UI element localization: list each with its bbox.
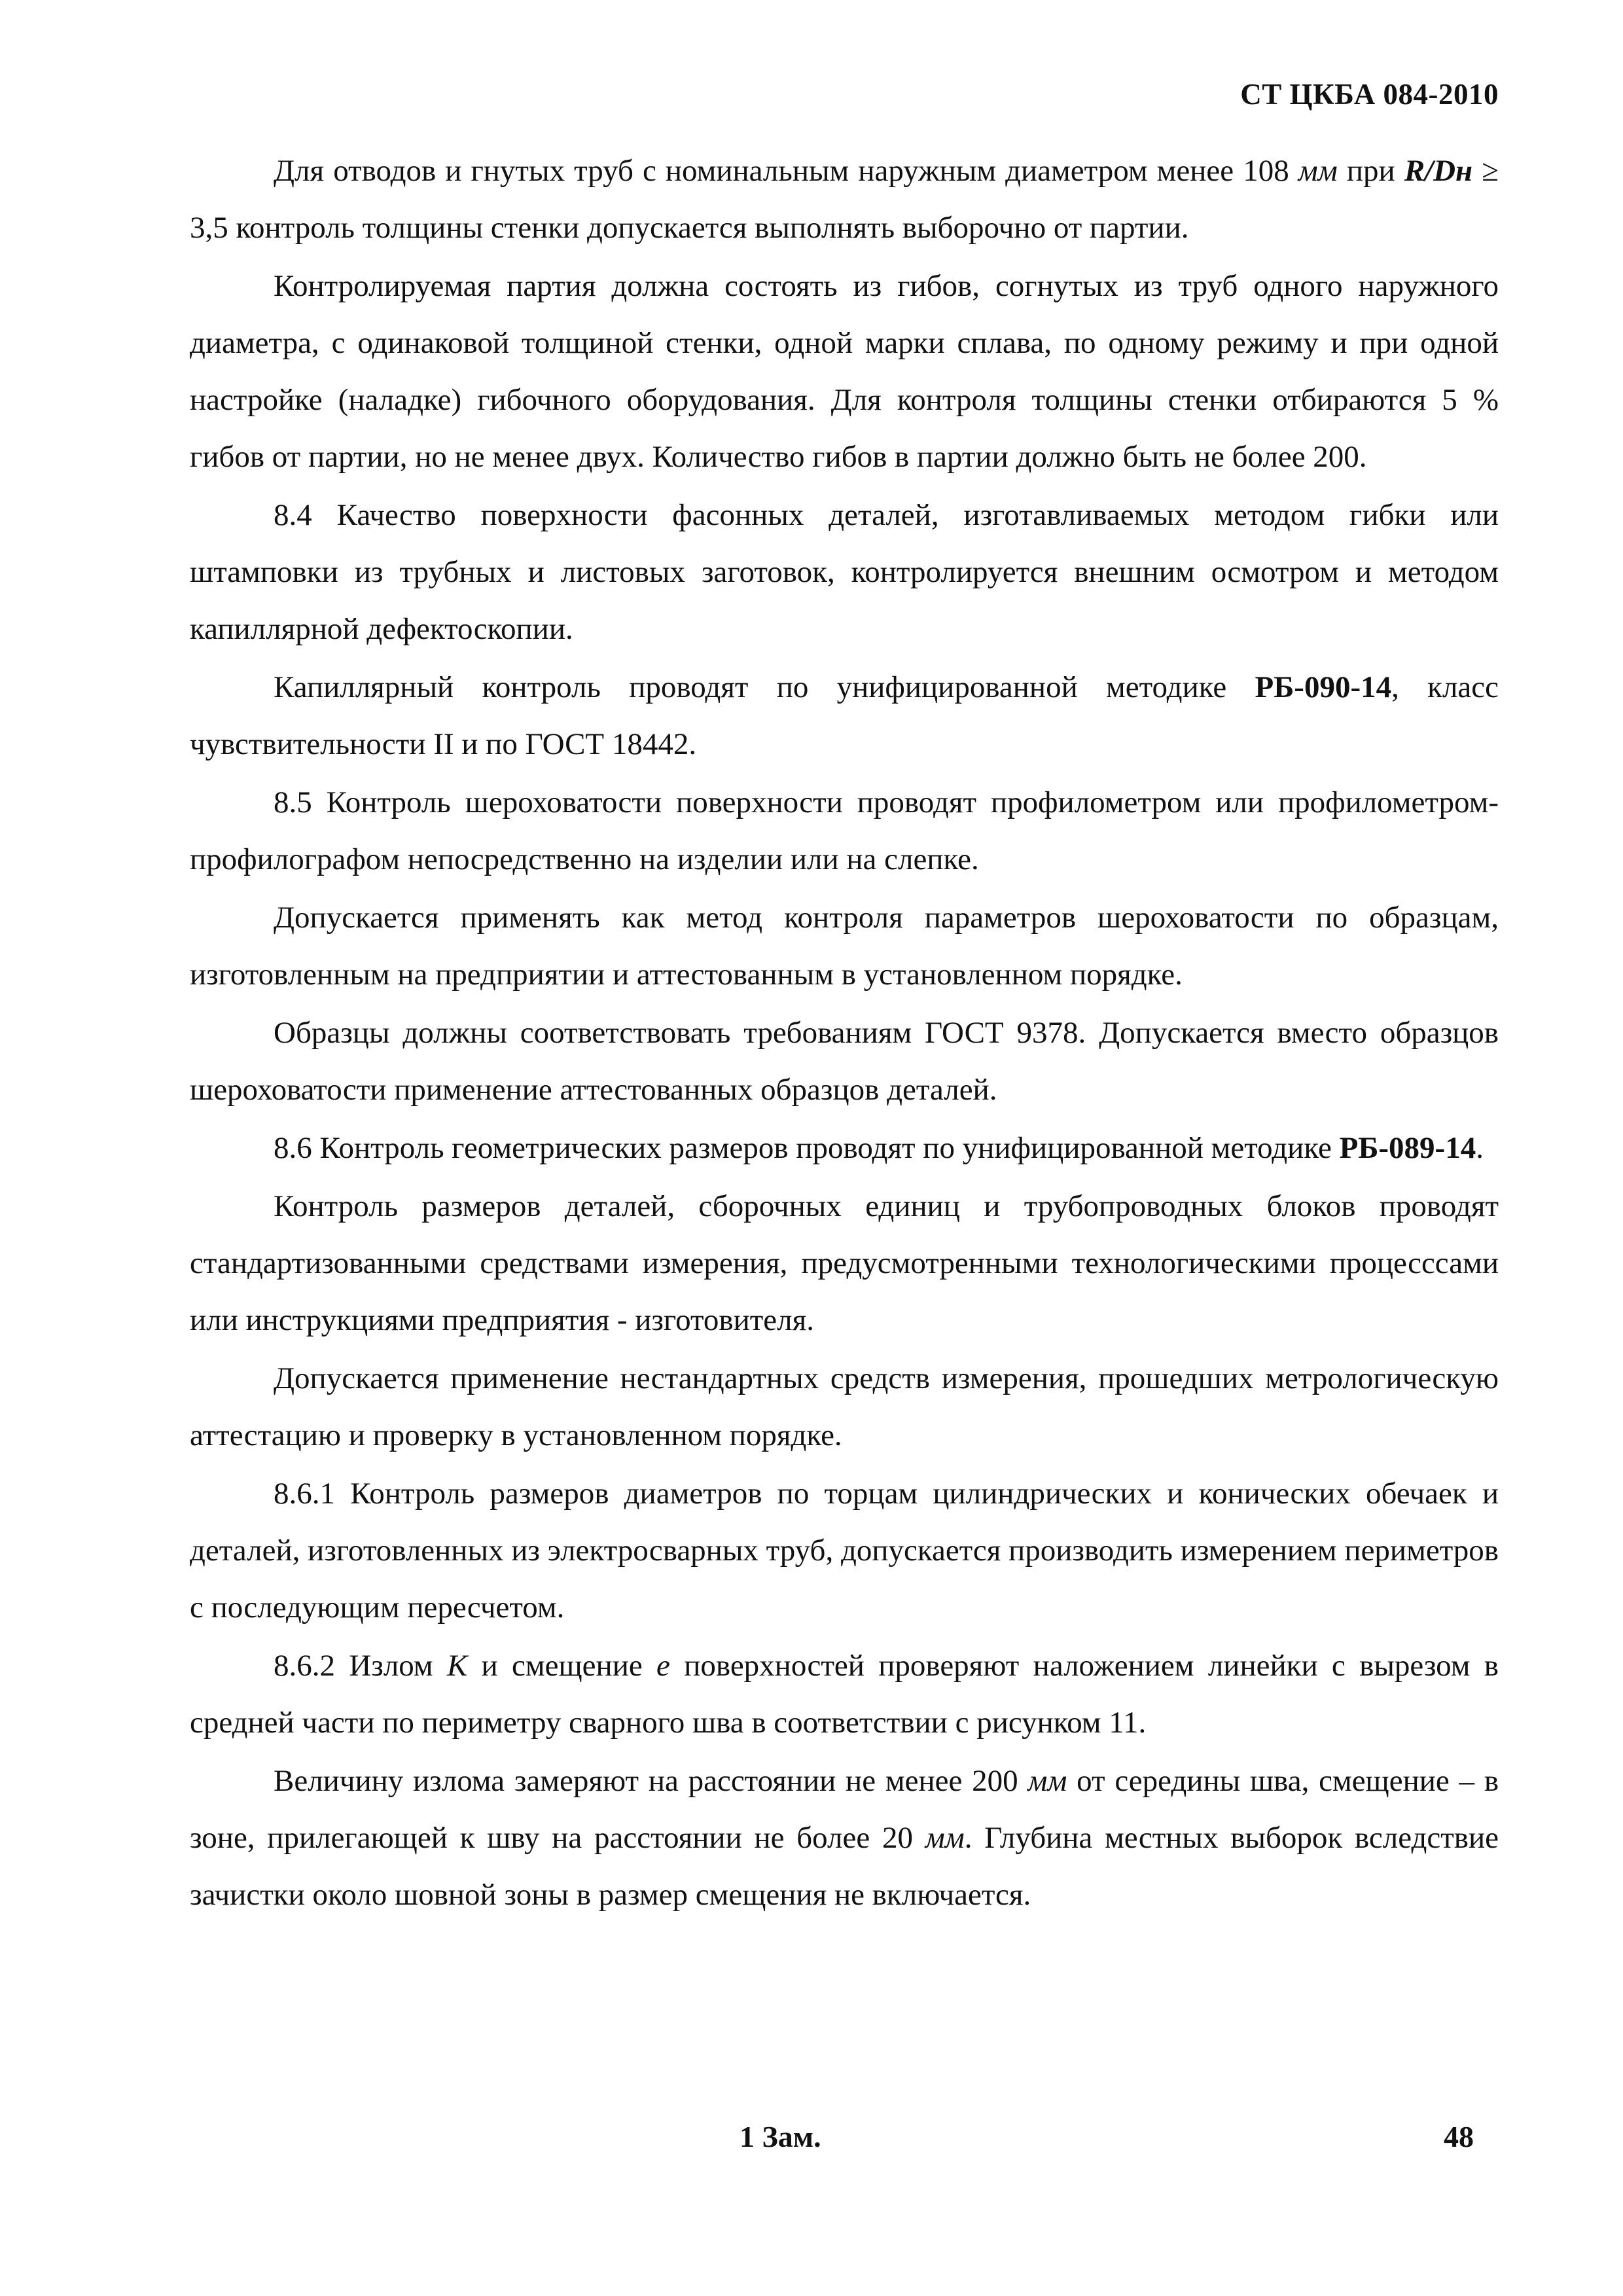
text-fragment: 8.6 Контроль геометрических размеров проводят по унифицированной методике xyxy=(274,1131,1340,1165)
paragraph-8-5-roughness: 8.5 Контроль шероховатости поверхности проводят профилометром или профилометром-профилографом непосредственно на изделии или на слепке. xyxy=(190,785,1499,876)
unit-mm: мм xyxy=(1298,154,1338,188)
method-reference: РБ-089-14 xyxy=(1339,1131,1476,1165)
text-fragment: 8.6.2 Излом xyxy=(274,1649,447,1683)
paragraph-dimension-control: Контроль размеров деталей, сборочных единиц и трубопроводных блоков проводят стандартизованными средствами измерения, предусмотренными технологическими процесссами или инструкциями предприятия - изготовителя. xyxy=(190,1189,1499,1337)
text-fragment: , класс чувствительности II и по ГОСТ 18442. xyxy=(190,670,1499,761)
paragraph-kink-measurement xyxy=(190,1753,1499,1924)
unit-mm: мм xyxy=(925,1821,965,1855)
text-fragment: Капиллярный контроль проводят по унифицированной методике xyxy=(274,670,1255,704)
text-fragment: . xyxy=(1476,1131,1484,1165)
symbol-e: е xyxy=(656,1649,670,1683)
text-fragment: и смещение xyxy=(467,1649,657,1683)
paragraph-capillary-control xyxy=(190,659,1499,773)
text-fragment: от середины шва, смещение – в зоне, прилегающей к шву на расстоянии не более 20 xyxy=(190,1764,1499,1855)
text-fragment: поверхностей проверяют наложением линейки с вырезом в средней части по периметру сварного шва в соответствии с рисунком 11. xyxy=(190,1649,1499,1740)
paragraph-8-6-2-kink-offset xyxy=(190,1638,1499,1751)
paragraph-8-4-surface-quality: 8.4 Качество поверхности фасонных деталей, изготавливаемых методом гибки или штамповки из трубных и листовых заготовок, контролируется внешним осмотром и методом капиллярной дефектоскопии. xyxy=(190,498,1499,646)
page-number: 48 xyxy=(1444,2120,1474,2153)
paragraph-8-6-geometry xyxy=(190,1120,1499,1177)
text-fragment: . Глубина местных выборок вследствие зачистки около шовной зоны в размер смещения не включается. xyxy=(190,1821,1499,1912)
text-fragment: Величину излома замеряют на расстоянии не менее 200 xyxy=(274,1764,1028,1798)
text-fragment: при xyxy=(1337,154,1404,188)
unit-mm: мм xyxy=(1027,1764,1067,1798)
paragraph-wall-thickness-sampling xyxy=(190,143,1499,257)
paragraph-8-6-1-diameters: 8.6.1 Контроль размеров диаметров по торцам цилиндрических и конических обечаек и деталей, изготовленных из электросварных труб, допускается производить измерением периметров с последующим пересчетом. xyxy=(190,1477,1499,1624)
paragraph-nonstandard-instruments: Допускается применение нестандартных средств измерения, прошедших метрологическую аттестацию и проверку в установленном порядке. xyxy=(190,1361,1499,1452)
text-fragment: ≥ 3,5 контроль толщины стенки допускается выполнять выборочно от партии. xyxy=(190,154,1499,245)
symbol-k: К xyxy=(446,1649,468,1683)
paragraph-controlled-batch: Контролируемая партия должна состоять из гибов, согнутых из труб одного наружного диаметра, с одинаковой толщиной стенки, одной марки сплава, по одному режиму и при одной настройке (наладке) гибочного оборудования. Для контроля толщины стенки отбираются 5 % гибов от партии, но не менее двух. Количество гибов в партии должно быть не более 200. xyxy=(190,269,1499,474)
document-body xyxy=(190,143,1499,1925)
text-fragment: Для отводов и гнутых труб с номинальным наружным диаметром менее 108 xyxy=(274,154,1298,188)
change-note: 1 Зам. xyxy=(740,2120,821,2153)
ratio-symbol: R/Dн xyxy=(1404,154,1473,188)
paragraph-samples-requirements: Образцы должны соответствовать требованиям ГОСТ 9378. Допускается вместо образцов шероховатости применение аттестованных образцов деталей. xyxy=(190,1016,1499,1107)
paragraph-roughness-samples: Допускается применять как метод контроля параметров шероховатости по образцам, изготовленным на предприятии и аттестованным в установленном порядке. xyxy=(190,901,1499,992)
method-reference: РБ-090-14 xyxy=(1255,670,1392,704)
document-code: СТ ЦКБА 084-2010 xyxy=(1240,78,1499,111)
